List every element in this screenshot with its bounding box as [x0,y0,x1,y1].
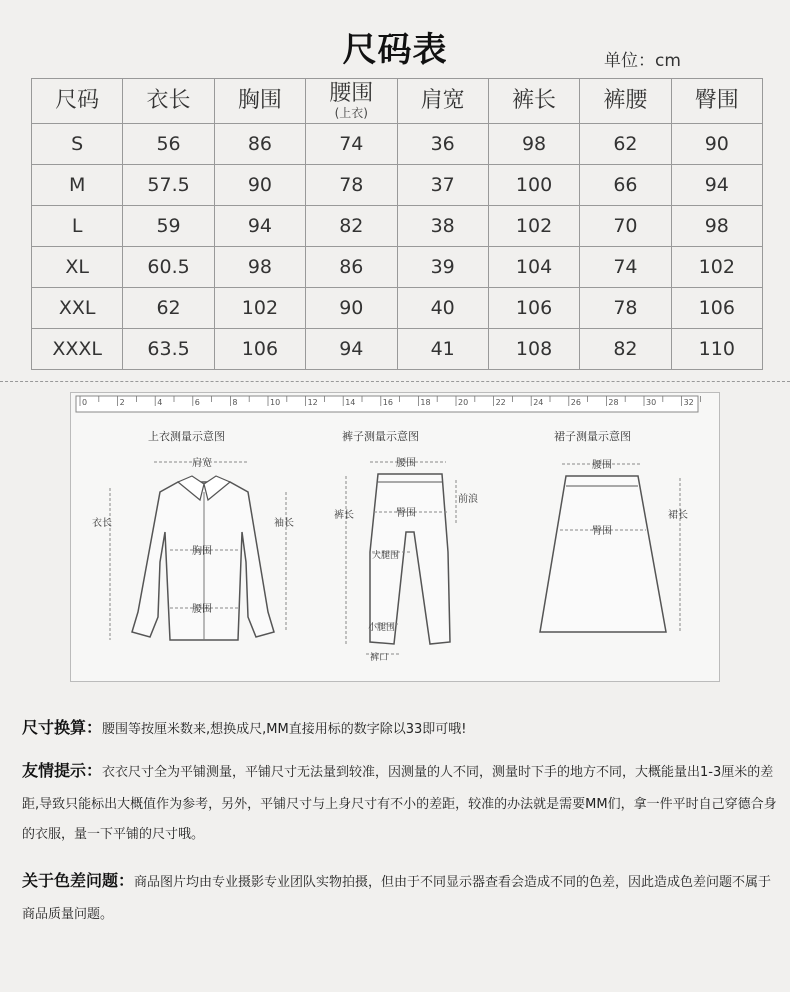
cell-waist: 74 [306,124,397,165]
pants-calf-label: 小腿围 [368,623,396,633]
cell-shoulder: 40 [397,288,488,329]
table-row [32,124,763,165]
cell-size: XL [32,247,123,288]
cell-hip: 102 [671,247,762,288]
cell-waist: 82 [306,206,397,247]
shirt-waist-label: 腰围 [192,604,212,615]
cell-chest: 106 [214,329,305,370]
header-waist-sub: (上衣) [334,105,368,120]
note-text: 衣衣尺寸全为平铺测量，平铺尺寸无法量到较准，因测量的人不同，测量时下手的地方不同，大概能量出1-3厘米的差距,导致只能标出大概值作为参考，另外，平铺尺寸与上身尺寸有不小的差距，较准的办法就是需要MM们，拿一件平时自己穿德合身的衣服，量一下平铺的尺寸哦。 [22,765,777,843]
skirt-hip-label: 臀围 [592,526,612,537]
page-title: 尺码表 [342,30,448,70]
note-heading: 关于色差问题： [22,871,135,890]
cell-shoulder: 39 [397,247,488,288]
ruler-number: 32 [683,398,694,407]
table-row [32,288,763,329]
note-size-conversion [22,716,778,740]
ruler-number: 20 [458,398,469,407]
ruler-number: 18 [420,398,431,407]
cell-hip: 110 [671,329,762,370]
note-heading: 友情提示： [22,761,103,780]
cell-chest: 102 [214,288,305,329]
note-text: 腰围等按厘米数来,想换成尺,MM直接用标的数字除以33即可哦! [102,722,467,737]
ruler-number: 0 [82,398,88,407]
cell-shoulder: 37 [397,165,488,206]
measurement-diagram [70,392,720,682]
header-size: 尺码 [32,79,123,124]
cell-pants-length: 108 [488,329,579,370]
table-row [32,247,763,288]
ruler-number: 12 [307,398,318,407]
cell-chest: 94 [214,206,305,247]
cell-size: XXL [32,288,123,329]
cell-length: 56 [123,124,214,165]
cell-length: 62 [123,288,214,329]
shirt-sleeve-label: 袖长 [274,518,294,529]
cell-chest: 90 [214,165,305,206]
cell-length: 57.5 [123,165,214,206]
header-chest: 胸围 [214,79,305,124]
skirt-length-label: 裙长 [668,510,688,521]
dashed-divider [0,381,790,382]
pants-length-label: 裤长 [334,510,354,521]
cell-shoulder: 36 [397,124,488,165]
shirt-length-label: 衣长 [92,518,112,529]
pants-caption: 裤子测量示意图 [342,430,419,443]
cell-waist: 94 [306,329,397,370]
cell-chest: 98 [214,247,305,288]
cell-pants-waist: 62 [580,124,671,165]
cell-waist: 90 [306,288,397,329]
cell-pants-waist: 74 [580,247,671,288]
cell-length: 60.5 [123,247,214,288]
cell-hip: 106 [671,288,762,329]
cell-pants-length: 98 [488,124,579,165]
header-shoulder: 肩宽 [397,79,488,124]
pants-thigh-label: 大腿围 [372,551,400,561]
note-text: 商品图片均由专业摄影专业团队实物拍摄，但由于不同显示器查看会造成不同的色差，因此造成色差问题不属于商品质量问题。 [22,875,772,922]
skirt-caption: 裙子测量示意图 [554,430,631,443]
cell-length: 63.5 [123,329,214,370]
pants-hip-label: 臀围 [396,508,416,519]
pants-waist-label: 腰围 [396,458,416,469]
shirt-shoulder-label: 肩宽 [192,458,212,469]
cell-hip: 94 [671,165,762,206]
cell-pants-waist: 78 [580,288,671,329]
header-pants-waist: 裤腰 [580,79,671,124]
ruler-number: 26 [570,398,581,407]
cell-pants-length: 106 [488,288,579,329]
ruler-number: 24 [533,398,544,407]
ruler-number: 10 [270,398,281,407]
size-table [31,78,763,370]
ruler-number: 30 [646,398,657,407]
cell-size: L [32,206,123,247]
cell-shoulder: 41 [397,329,488,370]
cell-shoulder: 38 [397,206,488,247]
table-row [32,329,763,370]
cell-size: XXXL [32,329,123,370]
pants-hem-label: 裤口 [370,653,389,663]
table-row [32,165,763,206]
ruler-number: 28 [608,398,619,407]
cell-waist: 78 [306,165,397,206]
shirt-chest-label: 胸围 [192,546,212,557]
cell-hip: 98 [671,206,762,247]
header-waist: 腰围 (上衣) [306,79,397,124]
ruler [76,396,700,412]
ruler-number: 8 [232,398,238,407]
cell-pants-length: 104 [488,247,579,288]
cell-size: S [32,124,123,165]
table-row [32,206,763,247]
pants-rise-label: 前浪 [458,494,478,505]
cell-pants-waist: 70 [580,206,671,247]
cell-pants-waist: 82 [580,329,671,370]
ruler-number: 6 [194,398,200,407]
cell-chest: 86 [214,124,305,165]
ruler-number: 16 [382,398,393,407]
header-hip: 臀围 [671,79,762,124]
cell-length: 59 [123,206,214,247]
cell-hip: 90 [671,124,762,165]
skirt-waist-label: 腰围 [592,460,612,471]
cell-pants-length: 102 [488,206,579,247]
table-header-row [32,79,763,124]
header-pants-length: 裤长 [488,79,579,124]
cell-pants-waist: 66 [580,165,671,206]
note-friendly-tip [22,752,778,851]
header-length: 衣长 [123,79,214,124]
cell-waist: 86 [306,247,397,288]
unit-label: 单位：cm [604,51,681,71]
ruler-number: 14 [345,398,356,407]
shirt-caption: 上衣测量示意图 [148,430,225,443]
ruler-number: 2 [119,398,125,407]
ruler-number: 22 [495,398,506,407]
note-color-difference [22,862,778,930]
cell-pants-length: 100 [488,165,579,206]
cell-size: M [32,165,123,206]
note-heading: 尺寸换算： [22,718,103,737]
ruler-number: 4 [157,398,163,407]
